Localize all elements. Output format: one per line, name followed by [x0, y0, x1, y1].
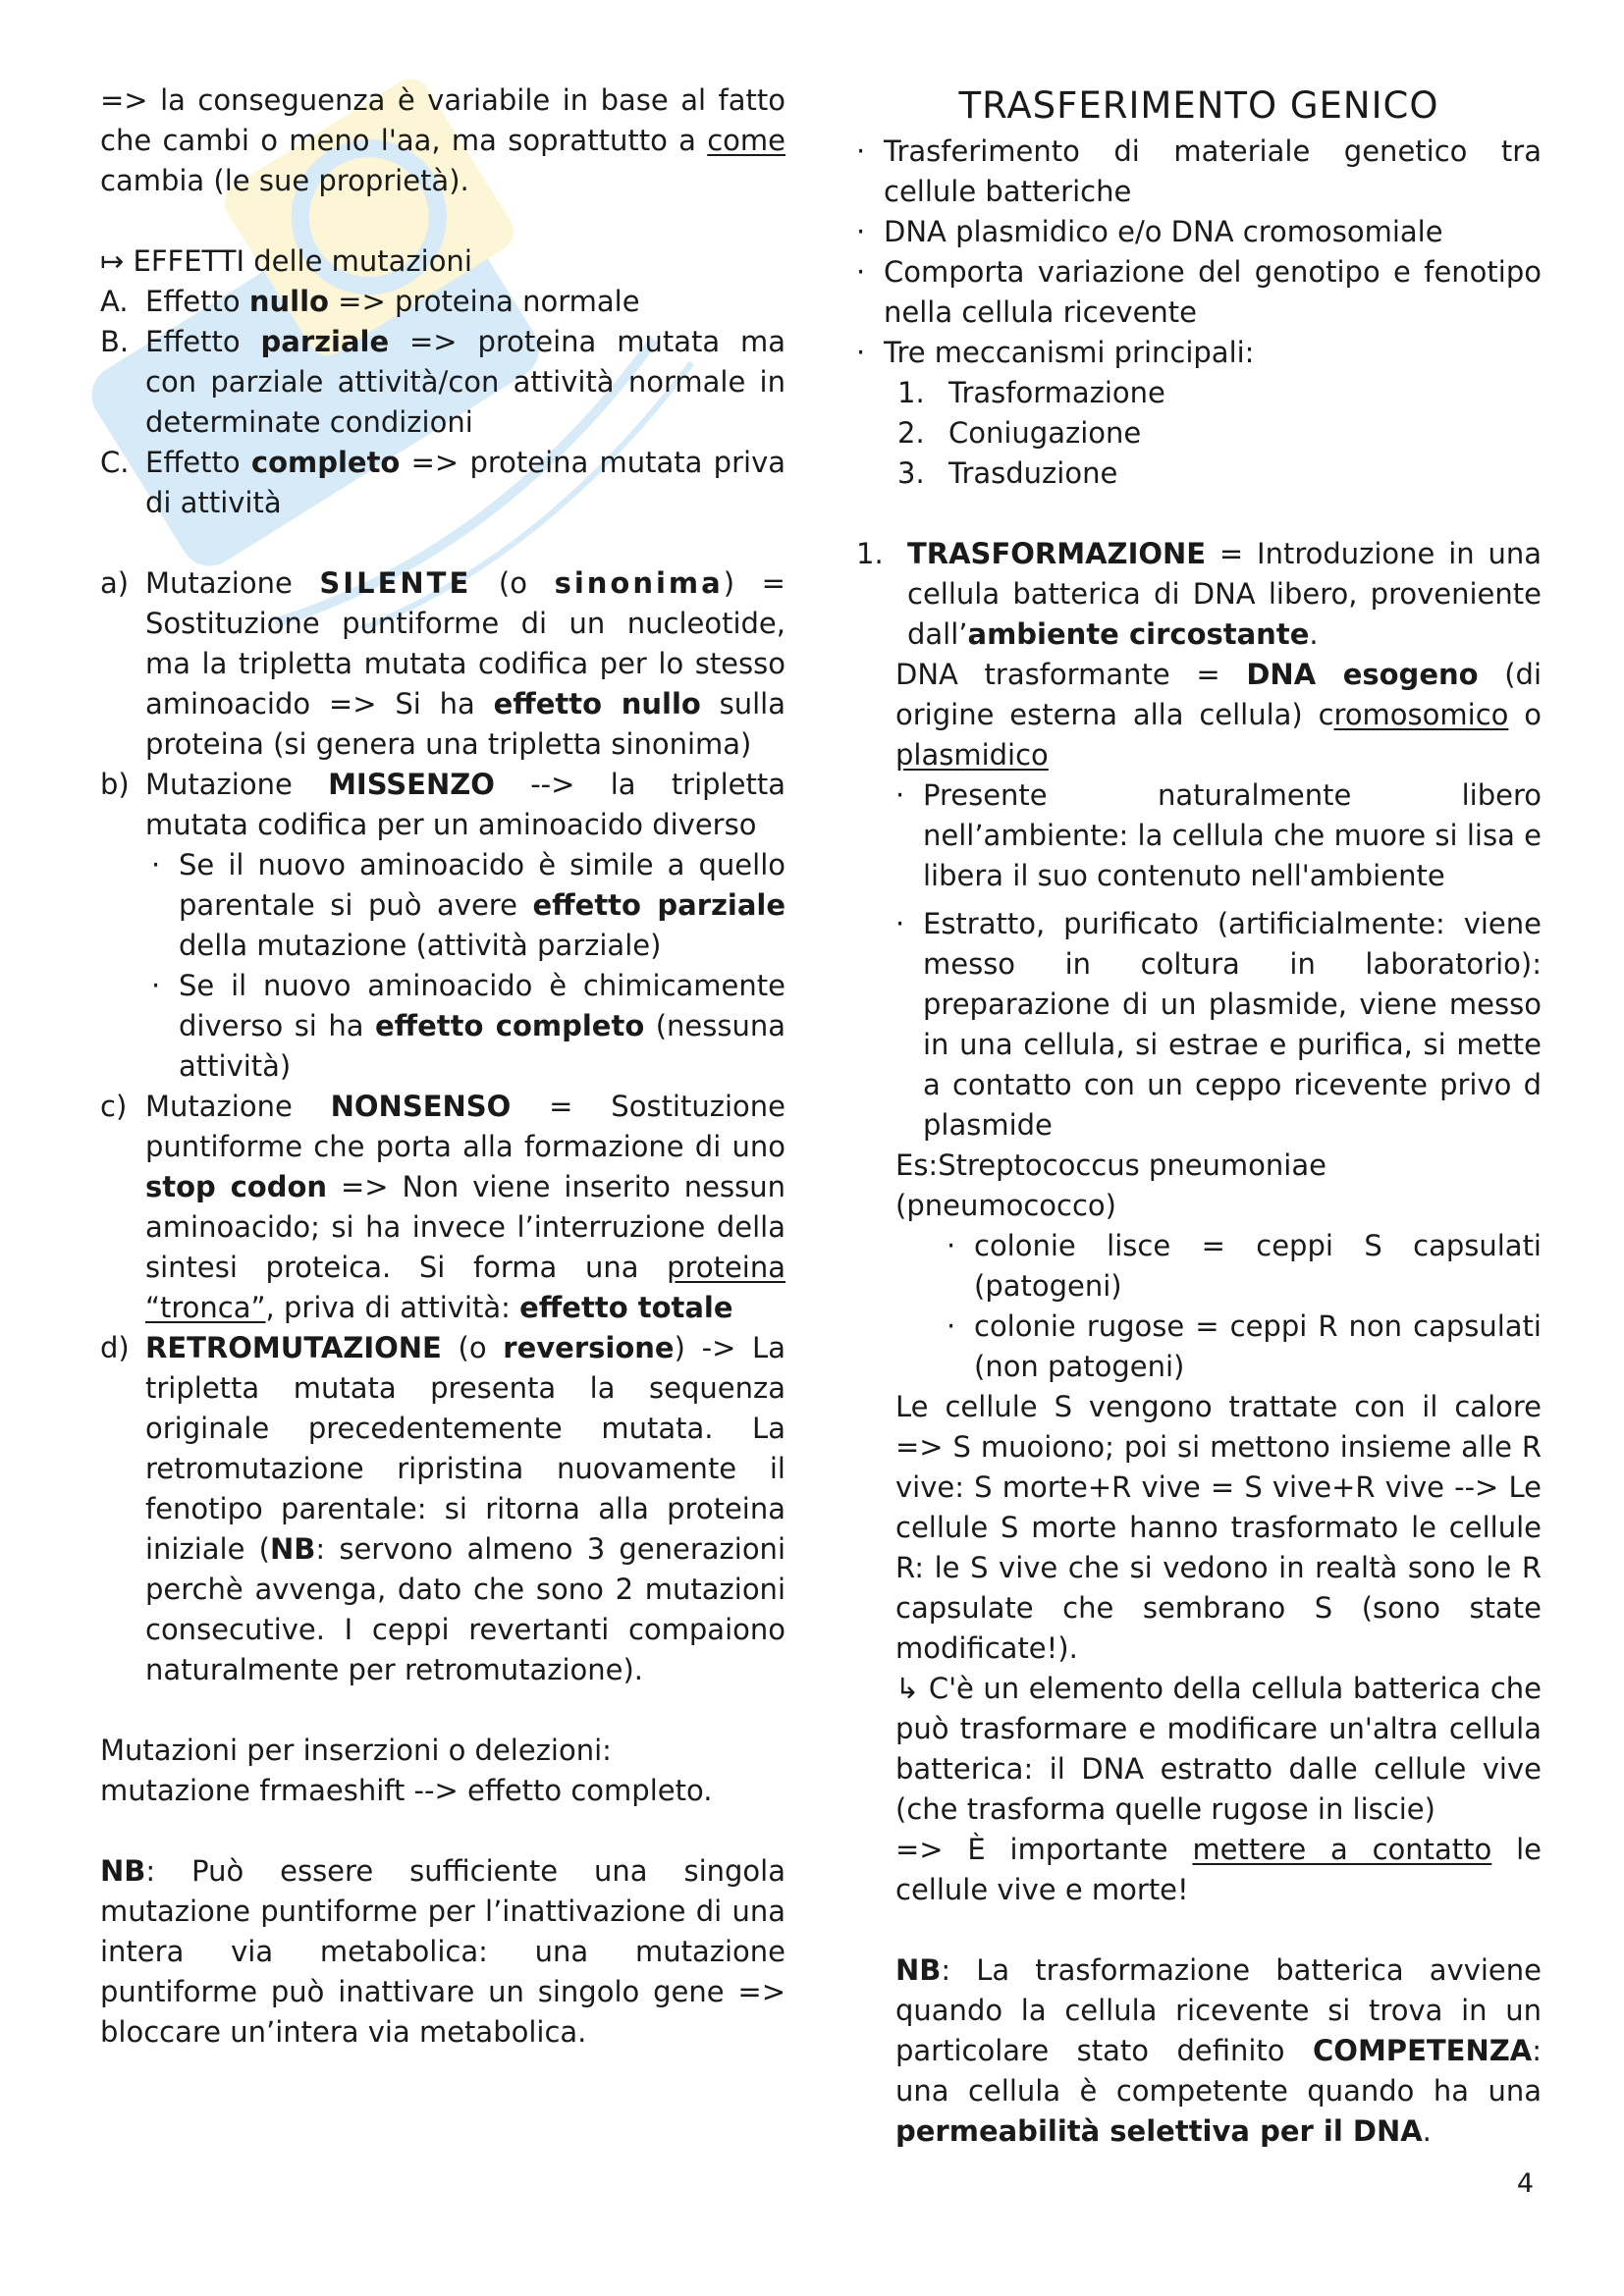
section-title: TRASFERIMENTO GENICO: [958, 84, 1439, 127]
effetto-item: A. Effetto nullo => proteina normale: [100, 285, 640, 318]
intro-paragraph: => la conseguenza è variabile in base al fatto che cambi o meno l'aa, ma soprattutto a come cambia (le sue proprietà).: [100, 83, 785, 197]
right-column: [856, 80, 1542, 2152]
bullet-dot-icon: ·: [856, 215, 866, 248]
trasformazione-heading: 1. TRASFORMAZIONE = Introduzione in una cellula batterica di DNA libero, proveniente dall’ambiente circostante.: [856, 537, 1542, 651]
mechanisms-list: [897, 373, 1542, 494]
bullet-dot-icon: ·: [856, 134, 866, 168]
bullet-dot-icon: ·: [895, 907, 905, 940]
bullet-dot-icon: ·: [856, 255, 866, 289]
bullet-dot-icon: ·: [895, 778, 905, 812]
dna-trasformante: DNA trasformante = DNA esogeno (di origine esterna alla cellula) cromosomico o plasmidico: [895, 658, 1543, 772]
importante-paragraph: => È importante mettere a contatto le cellule vive e morte!: [895, 1833, 1542, 1906]
inserzioni-delezioni: Mutazioni per inserzioni o delezioni: mutazione frmaeshift --> effetto completo.: [100, 1734, 713, 1807]
cellule-s-paragraph: Le cellule S vengono trattate con il calore => S muoiono; poi si mettono insieme alle R vive: S morte+R vive = S vive+R vive --> Le cellule S morte hanno trasformato le cellule R: le S vive che si vedono in realtà sono le R capsulate che sembrano S (sono state modificate!).: [895, 1390, 1542, 1665]
elemento-paragraph: ↳ C'è un elemento della cellula batterica che può trasformare e modificare un'altra cellula batterica: il DNA estratto dalle cellule vive (che trasforma quelle rugose in liscie): [895, 1672, 1542, 1826]
list-item: 3. Trasduzione: [897, 456, 1118, 490]
nb-paragraph: NB: Può essere sufficiente una singola mutazione puntiforme per l’inattivazione di una intera via metabolica: una mutazione puntiforme può inattivare un singolo gene => bloccare un’intera via metabolica.: [100, 1854, 785, 2049]
left-column: [100, 80, 785, 2053]
mutazione-nonsenso: c) Mutazione NONSENSO = Sostituzione puntiforme che porta alla formazione di uno stop codon => Non viene inserito nessun aminoacido; si ha invece l’interruzione della sintesi proteica. Si forma una proteina “tronca”, priva di attività: effetto totale: [100, 1090, 786, 1324]
bullet-dot-icon: ·: [947, 1309, 956, 1343]
list-item: · Estratto, purificato (artificialmente: viene messo in coltura in laboratorio): preparazione di un plasmide, viene messo in una cellula, si estrae e purifica, si mette a contatto con un ceppo ricevente privo d plasmide: [895, 904, 1542, 1146]
nb-paragraph: NB: La trasformazione batterica avviene quando la cellula ricevente si trova in un particolare stato definito COMPETENZA: una cellula è competente quando ha una permeabilità selettiva per il DNA.: [895, 1953, 1542, 2148]
corner-arrow-icon: ↳: [895, 1672, 920, 1705]
trasformazione-body: [895, 655, 1542, 2152]
bullet-dot-icon: ·: [151, 969, 161, 1002]
list-item: · colonie lisce = ceppi S capsulati (patogeni): [947, 1226, 1542, 1307]
list-item: · Tre meccanismi principali:: [856, 333, 1542, 373]
effetto-item: B. Effetto parziale => proteina mutata ma con parziale attività/con attività normale in determinate condizioni: [100, 325, 785, 439]
esempio-label: Es:Streptococcus pneumoniae (pneumococco): [895, 1148, 1326, 1222]
list-item: · Comporta variazione del genotipo e fenotipo nella cellula ricevente: [856, 252, 1542, 333]
list-item: · Trasferimento di materiale genetico tra cellule batteriche: [856, 132, 1542, 212]
list-item: · Presente naturalmente libero nell’ambiente: la cellula che muore si lisa e libera il suo contenuto nell'ambiente: [895, 775, 1542, 896]
bullet-dot-icon: ·: [151, 848, 161, 881]
retromutazione: d) RETROMUTAZIONE (o reversione) -> La tripletta mutata presenta la sequenza originale precedentemente mutata. La retromutazione ripristina nuovamente il fenotipo parentale: si ritorna alla proteina iniziale (NB: servono almeno 3 generazioni perchè avvenga, dato che sono 2 mutazioni consecutive. I ceppi revertanti compaiono naturalmente per retromutazione).: [100, 1331, 785, 1686]
list-item: 1. Trasformazione: [897, 376, 1165, 409]
effetti-heading: ↦ EFFETTI delle mutazioni: [100, 244, 472, 278]
list-item: · Se il nuovo aminoacido è chimicamente diverso si ha effetto completo (nessuna attività): [151, 966, 785, 1087]
bullet-dot-icon: ·: [856, 336, 866, 369]
effetto-item: C. Effetto completo => proteina mutata priva di attività: [100, 446, 785, 519]
bullet-dot-icon: ·: [947, 1229, 956, 1262]
mutazione-silente: a) Mutazione SILENTE (o sinonima) = Sostituzione puntiforme di un nucleotide, ma la tripletta mutata codifica per lo stesso aminoacido => Si ha effetto nullo sulla proteina (si genera una tripletta sinonima): [100, 566, 786, 761]
mutazione-missenzo: b) Mutazione MISSENZO --> la tripletta mutata codifica per un aminoacido diverso: [100, 768, 785, 841]
list-item: · DNA plasmidico e/o DNA cromosomiale: [856, 212, 1542, 252]
list-item: · colonie rugose = ceppi R non capsulati (non patogeni): [947, 1307, 1542, 1387]
page-number: 4: [1516, 2168, 1534, 2199]
list-item: · Se il nuovo aminoacido è simile a quello parentale si può avere effetto parziale della mutazione (attività parziale): [151, 845, 785, 966]
list-item: 2. Coniugazione: [897, 416, 1142, 450]
